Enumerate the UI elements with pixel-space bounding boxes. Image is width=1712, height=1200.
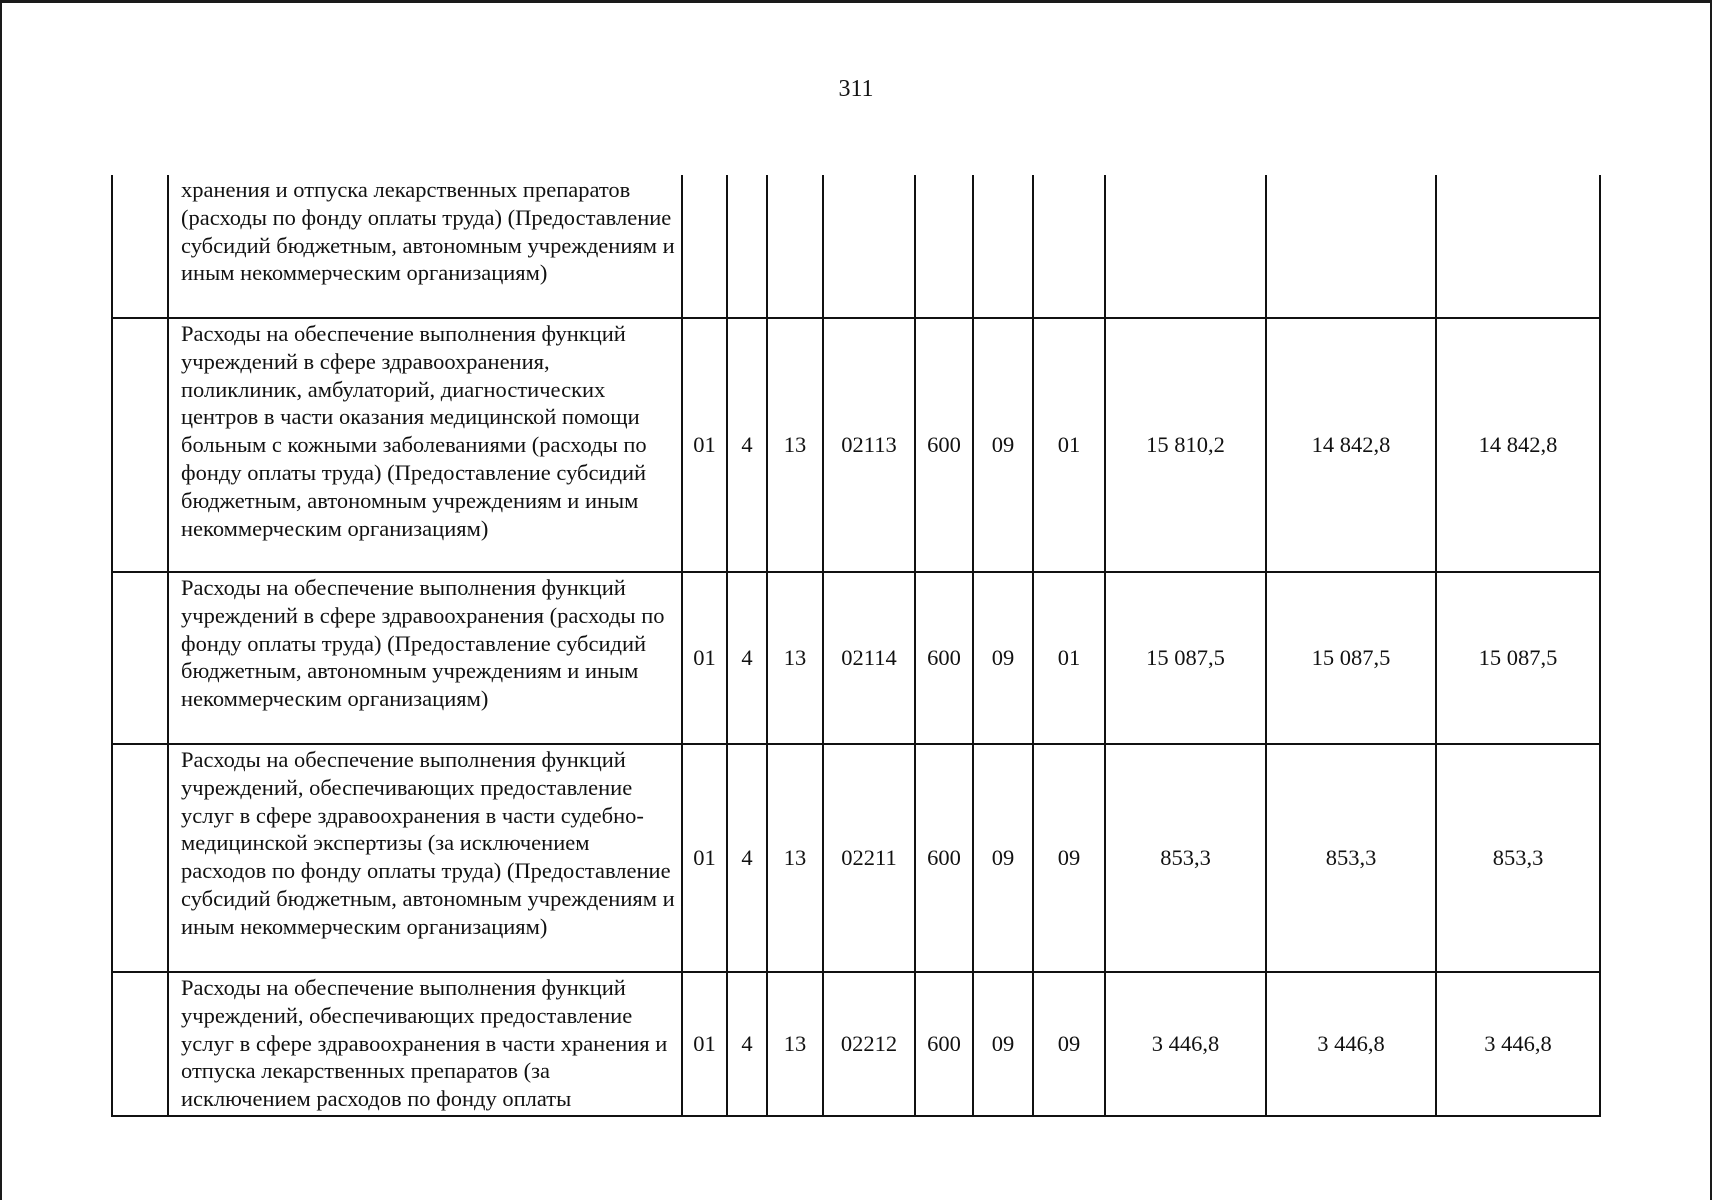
amount-cell: 3 446,8	[1436, 972, 1600, 1116]
code-cell: 09	[1033, 972, 1105, 1116]
row-index-cell	[112, 572, 168, 744]
code-cell: 01	[1033, 572, 1105, 744]
amount-cell: 3 446,8	[1266, 972, 1436, 1116]
code-cell: 13	[767, 318, 823, 572]
code-cell	[823, 175, 915, 318]
code-cell: 4	[727, 572, 767, 744]
amount-cell: 15 087,5	[1436, 572, 1600, 744]
amount-cell: 14 842,8	[1436, 318, 1600, 572]
row-index-cell	[112, 175, 168, 318]
amount-cell: 15 087,5	[1105, 572, 1266, 744]
table-row	[112, 175, 1600, 318]
code-cell: 01	[682, 972, 727, 1116]
scan-border-left	[0, 0, 2, 1200]
amount-cell: 853,3	[1266, 744, 1436, 972]
row-index-cell	[112, 744, 168, 972]
code-cell: 600	[915, 972, 973, 1116]
amount-cell	[1105, 175, 1266, 318]
budget-table	[111, 175, 1601, 1117]
table-row	[112, 744, 1600, 972]
amount-cell: 15 087,5	[1266, 572, 1436, 744]
amount-cell	[1436, 175, 1600, 318]
code-cell: 01	[682, 744, 727, 972]
code-cell: 02212	[823, 972, 915, 1116]
code-cell	[915, 175, 973, 318]
code-cell: 01	[682, 572, 727, 744]
code-cell: 600	[915, 318, 973, 572]
code-cell	[1033, 175, 1105, 318]
amount-cell: 853,3	[1105, 744, 1266, 972]
amount-cell: 853,3	[1436, 744, 1600, 972]
table-row	[112, 318, 1600, 572]
description-cell: Расходы на обеспечение выполнения функций учреждений, обеспечивающих предоставление услуг в сфере здравоохранения в части судебно-медицинской экспертизы (за исключением расходов по фонду оплаты труда) (Предоставление субсидий бюджетным, автономным учреждениям и иным некоммерческим организациям)	[168, 744, 682, 972]
amount-cell: 15 810,2	[1105, 318, 1266, 572]
code-cell: 09	[973, 744, 1033, 972]
code-cell	[767, 175, 823, 318]
scan-border-top	[0, 0, 1712, 3]
code-cell: 02113	[823, 318, 915, 572]
description-cell: Расходы на обеспечение выполнения функций учреждений в сфере здравоохранения (расходы по фонду оплаты труда) (Предоставление субсидий бюджетным, автономным учреждениям и иным некоммерческим организациям)	[168, 572, 682, 744]
code-cell: 13	[767, 572, 823, 744]
code-cell: 02211	[823, 744, 915, 972]
code-cell: 09	[973, 572, 1033, 744]
code-cell	[727, 175, 767, 318]
code-cell: 13	[767, 972, 823, 1116]
code-cell: 13	[767, 744, 823, 972]
description-cell: Расходы на обеспечение выполнения функций учреждений, обеспечивающих предоставление услуг в сфере здравоохранения в части хранения и отпуска лекарственных препаратов (за исключением расходов по фонду оплаты	[168, 972, 682, 1116]
code-cell	[682, 175, 727, 318]
code-cell: 4	[727, 318, 767, 572]
code-cell: 600	[915, 572, 973, 744]
code-cell: 600	[915, 744, 973, 972]
description-cell: хранения и отпуска лекарственных препаратов (расходы по фонду оплаты труда) (Предоставление субсидий бюджетным, автономным учреждениям и иным некоммерческим организациям)	[168, 175, 682, 318]
page-number: 311	[838, 76, 874, 102]
code-cell: 4	[727, 744, 767, 972]
row-index-cell	[112, 318, 168, 572]
code-cell: 09	[1033, 744, 1105, 972]
code-cell: 01	[682, 318, 727, 572]
code-cell: 02114	[823, 572, 915, 744]
code-cell: 01	[1033, 318, 1105, 572]
table-row	[112, 972, 1600, 1116]
table-row	[112, 572, 1600, 744]
code-cell: 09	[973, 972, 1033, 1116]
code-cell: 4	[727, 972, 767, 1116]
amount-cell: 14 842,8	[1266, 318, 1436, 572]
description-cell: Расходы на обеспечение выполнения функций учреждений в сфере здравоохранения, поликлиник, амбулаторий, диагностических центров в части оказания медицинской помощи больным с кожными заболеваниями (расходы по фонду оплаты труда) (Предоставление субсидий бюджетным, автономным учреждениям и иным некоммерческим организациям)	[168, 318, 682, 572]
code-cell	[973, 175, 1033, 318]
amount-cell	[1266, 175, 1436, 318]
code-cell: 09	[973, 318, 1033, 572]
row-index-cell	[112, 972, 168, 1116]
amount-cell: 3 446,8	[1105, 972, 1266, 1116]
